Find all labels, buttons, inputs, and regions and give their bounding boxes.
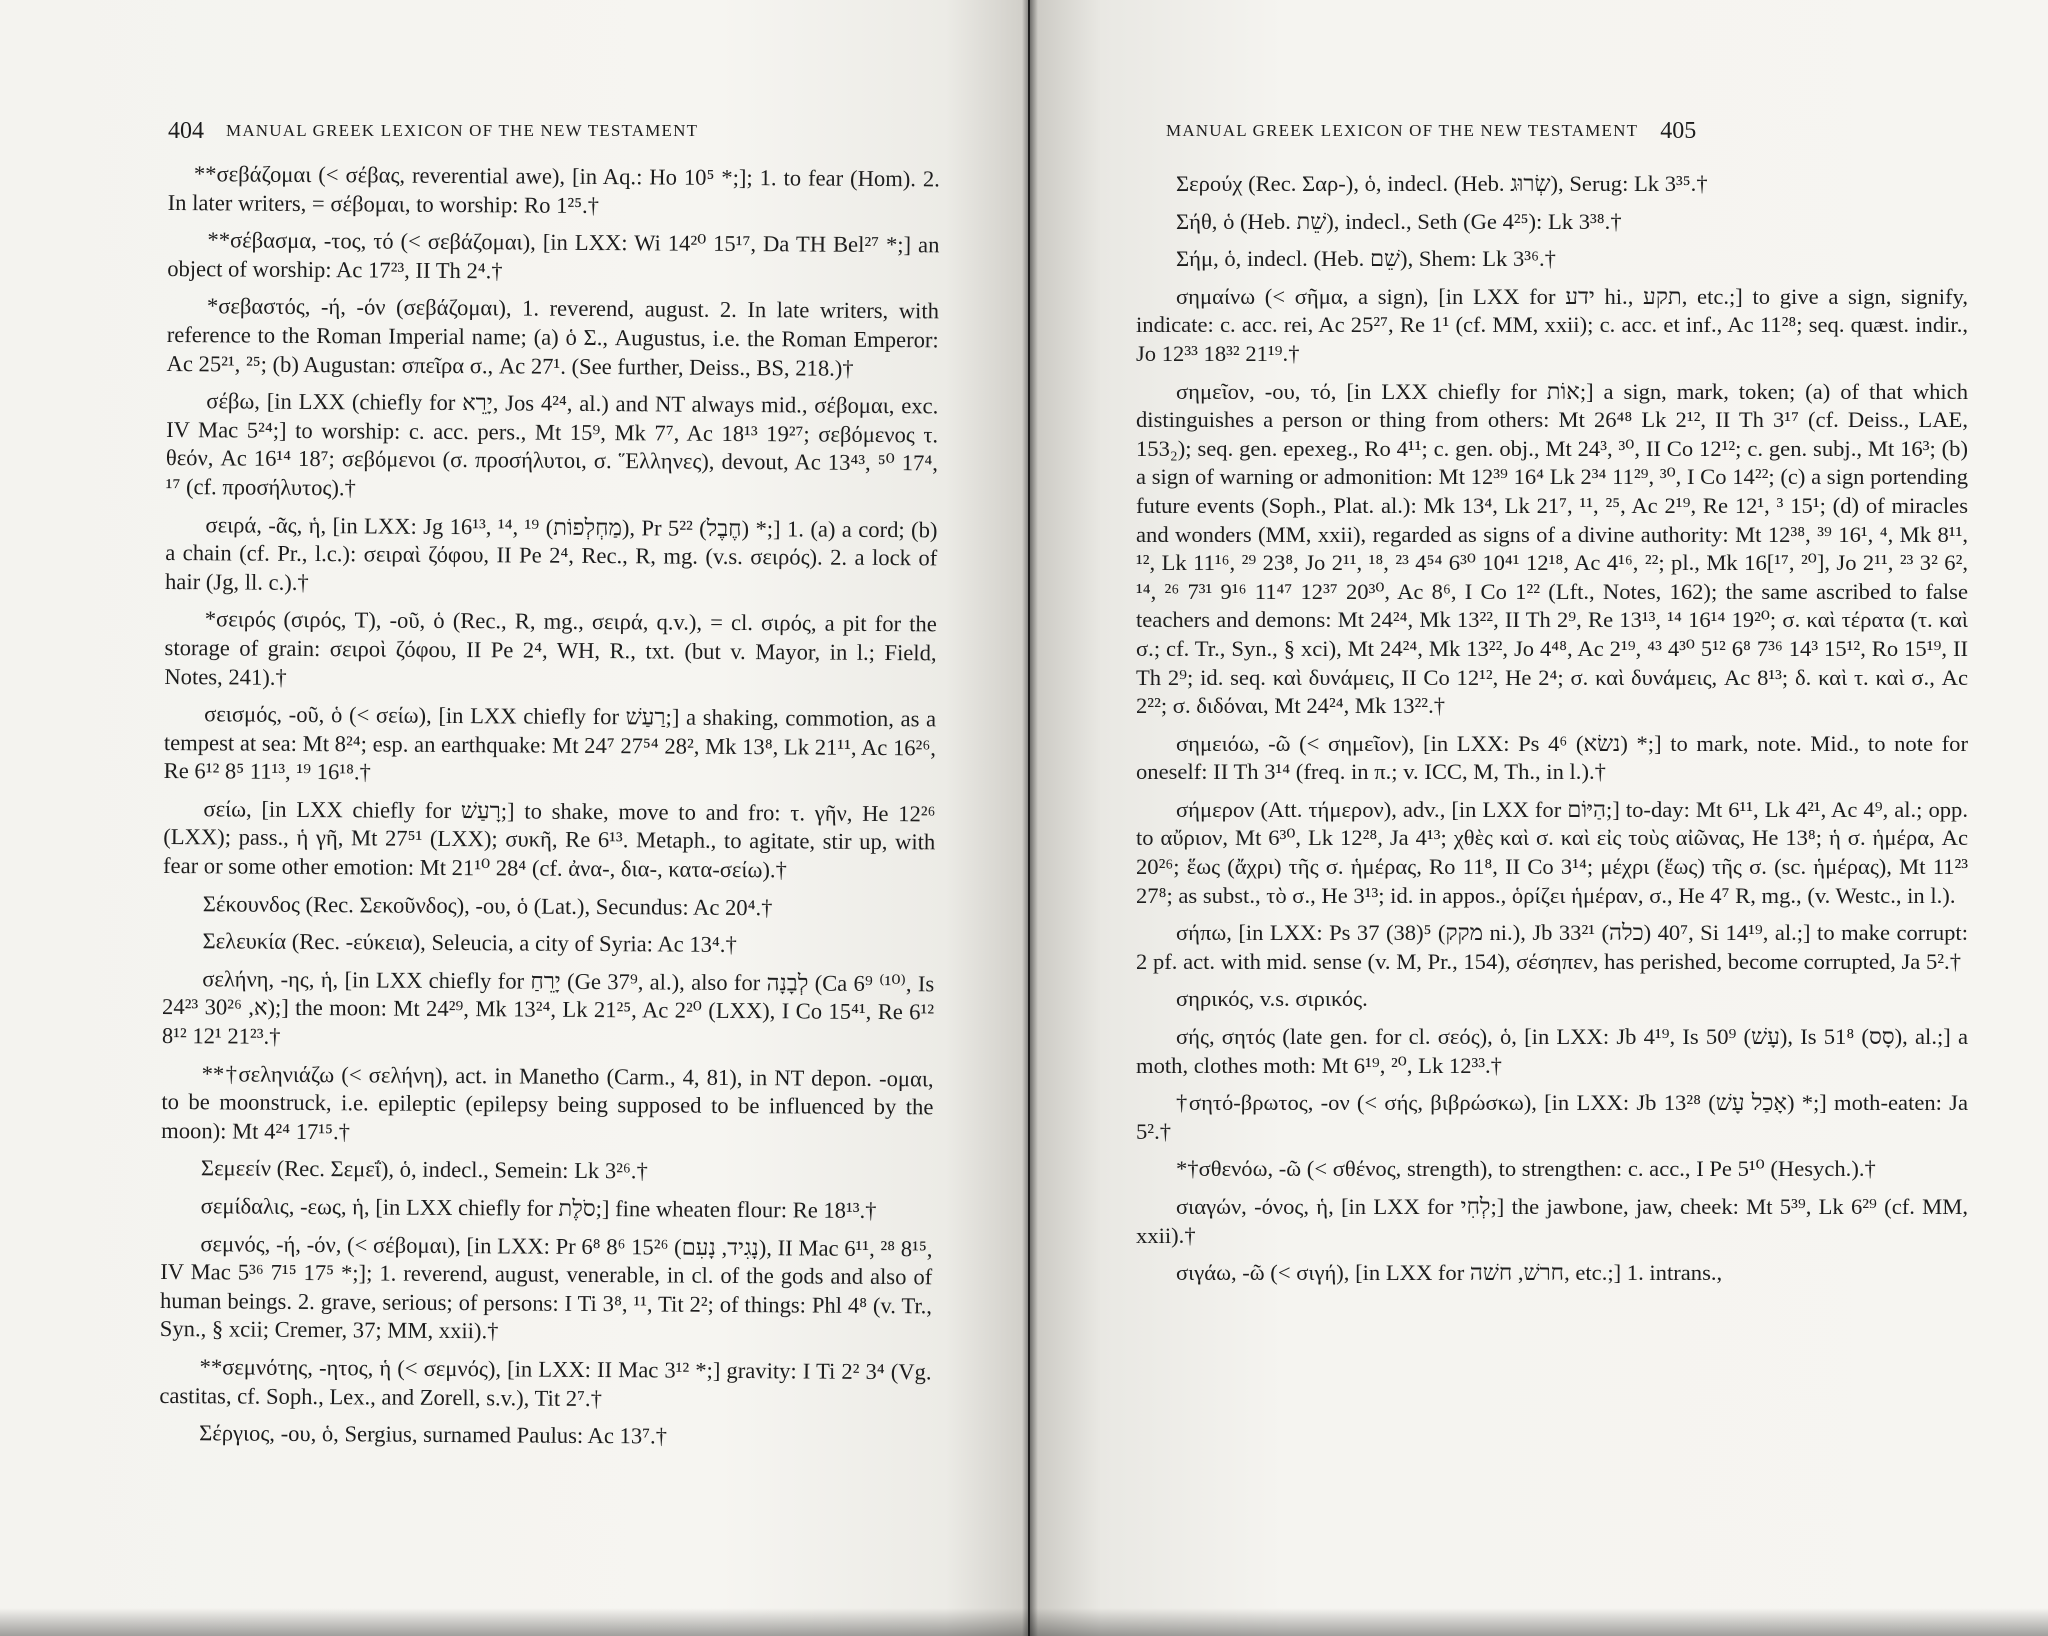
right-text-column	[1136, 170, 1968, 1288]
lexicon-entry: σιαγών, -όνος, ἡ, [in LXX for לְחִי;] the jawbone, jaw, cheek: Mt 5³⁹, Lk 6²⁹ (cf. MM, xxii).†	[1136, 1194, 1968, 1248]
lexicon-entry: σιγάω, -ῶ (< σιγή), [in LXX for חרשׁ, חשׁה, etc.;] 1. intrans.,	[1176, 1260, 1723, 1286]
lexicon-entry: σειρά, -ᾶς, ἡ, [in LXX: Jg 16¹³, ¹⁴, ¹⁹ (מַחְלְפוֹת), Pr 5²² (חֶבֶל) *;] 1. (a) a cord; (b) a chain (cf. Pr., l.c.): σειραὶ ζόφου, II Pe 2⁴, Rec., R, mg. (v.s. σειρός). 2. a lock of hair (Jg, ll. c.).†	[164, 511, 938, 595]
lexicon-entry: σεμίδαλις, -εως, ἡ, [in LXX chiefly for סֹלֶת;] fine wheaten flour: Re 18¹³.†	[200, 1193, 877, 1223]
lexicon-entry: σεισμός, -οῦ, ὁ (< σείω), [in LXX chiefly for רַעַשׁ;] a shaking, commotion, as a tempest at sea: Mt 8²⁴; esp. an earthquake: Mt 24⁷ 27⁵⁴ 28², Mk 13⁸, Lk 21¹¹, Ac 16²⁶, Re 6¹² 8⁵ 11¹³, ¹⁹ 16¹⁸.†	[163, 701, 937, 785]
lexicon-entry: Σέκουνδος (Rec. Σεκοῦνδος), -ου, ὁ (Lat.), Secundus: Ac 20⁴.†	[202, 890, 773, 920]
lexicon-entry: σεμνός, -ή, -όν, (< σέβομαι), [in LXX: Pr 6⁸ 8⁶ 15²⁶ (נָגִיד, נָעִם), II Mac 6¹¹, ²⁸ 8¹⁵, IV Mac 5³⁶ 7¹⁵ 17⁵ *;]; 1. reverend, august, venerable, in cl. of the gods and also of human beings. 2. grave, serious; of persons: I Ti 3⁸, ¹¹, Tit 2²; of things: Phl 4⁸ (v. Tr., Syn., § xcii; Cremer, 37; MM, xxii).†	[159, 1230, 933, 1344]
right-running-head-title: MANUAL GREEK LEXICON OF THE NEW TESTAMENT	[1166, 121, 1639, 140]
book-gutter	[1022, 0, 1038, 1636]
right-page-bottom-edge	[1030, 1608, 2048, 1636]
lexicon-entry: **σέβασμα, -τος, τό (< σεβάζομαι), [in LXX: Wi 14²⁰ 15¹⁷, Da TH Bel²⁷ *;] an object of worship: Ac 17²³, II Th 2⁴.†	[167, 227, 940, 284]
lexicon-entry: **†σεληνιάζω (< σελήνη), act. in Manetho (Carm., 4, 81), in NT depon. -ομαι, to be moonstruck, i.e. epileptic (epilepsy being supposed to be influenced by the moon): Mt 4²⁴ 17¹⁵.†	[161, 1060, 934, 1145]
lexicon-entry: σέβω, [in LXX (chiefly for יָרֵא, Jos 4²⁴, al.) and NT always mid., σέβομαι, exc. IV Mac 5²⁴;] to worship: c. acc. pers., Mt 15⁹, Mk 7⁷, Ac 18¹³ 19²⁷; σεβόμενος τ. θεόν, Ac 16¹⁴ 18⁷; σεβόμενοι (σ. προσήλυτοι, σ. Ἕλληνες), devout, Ac 13⁴³, ⁵⁰ 17⁴, ¹⁷ (cf. προσήλυτος).†	[165, 388, 939, 501]
left-page-bottom-edge	[0, 1608, 1028, 1636]
left-running-header	[168, 118, 698, 145]
lexicon-entry: *†σθενόω, -ῶ (< σθένος, strength), to strengthen: c. acc., I Pe 5¹⁰ (Hesych.).†	[1176, 1156, 1876, 1182]
lexicon-entry: σημαίνω (< σῆμα, a sign), [in LXX for ידע hi., תקע, etc.;] to give a sign, signify, indicate: c. acc. rei, Ac 25²⁷, Re 1¹ (cf. MM, xxii); c. acc. et inf., Ac 11²⁸; seq. quæst. indir., Jo 12³³ 18³² 21¹⁹.†	[1136, 283, 1968, 366]
lexicon-entry: σελήνη, -ης, ἡ, [in LXX chiefly for יָרֵחַ (Ge 37⁹, al.), also for לְבָנָה (Ca 6⁹ ⁽¹⁰⁾, Is 24²³ א, 30²⁶);] the moon: Mt 24²⁹, Mk 13²⁴, Lk 21²⁵, Ac 2²⁰ (LXX), I Co 15⁴¹, Re 6¹² 8¹² 12¹ 21²³.†	[161, 966, 935, 1049]
lexicon-entry: σήμερον (Att. τήμερον), adv., [in LXX for הַיּוֹם;] to-day: Mt 6¹¹, Lk 4²¹, Ac 4⁹, al.; opp. to αὔριον, Mt 6³⁰, Lk 12²⁸, Ja 4¹³; χθὲς καὶ σ. καὶ εἰς τοὺς αἰῶνας, He 13⁸; ἡ σ. ἡμέρα, Ac 20²⁶; ἕως (ἄχρι) τῆς σ. ἡμέρας, Ro 11⁸, II Co 3¹⁴; μέχρι (ἕως) τῆς σ. (sc. ἡμέρας), Mt 11²³ 27⁸; as subst., τὸ σ., He 3¹³; id. in appos., ὁρίζει ἡμέραν, σ., He 4⁷ R, mg., (v. Westc., in l.).	[1136, 796, 1969, 908]
right-page	[1030, 0, 2048, 1636]
lexicon-entry: Σεμεείν (Rec. Σεμεΐ), ὁ, indecl., Semein: Lk 3²⁶.†	[200, 1155, 648, 1184]
lexicon-entry: σημειόω, -ῶ (< σημεῖον), [in LXX: Ps 4⁶ (נשׂא) *;] to mark, note. Mid., to note for oneself: II Th 3¹⁴ (freq. in π.; v. ICC, M, Th., in l.).†	[1136, 730, 1968, 785]
lexicon-entry: **σεβάζομαι (< σέβας, reverential awe), [in Aq.: Ho 10⁵ *;]; 1. to fear (Hom). 2. In later writers, = σέβομαι, to worship: Ro 1²⁵.†	[167, 161, 940, 218]
lexicon-entry: σηρικός, v.s. σιρικός.	[1176, 986, 1368, 1012]
lexicon-entry: Σερούχ (Rec. Σαρ-), ὁ, indecl. (Heb. שְׂרוּג), Serug: Lk 3³⁵.†	[1176, 171, 1708, 196]
left-running-head-title: MANUAL GREEK LEXICON OF THE NEW TESTAMENT	[226, 121, 699, 140]
lexicon-entry: *σειρός (σιρός, T), -οῦ, ὁ (Rec., R, mg., σειρά, q.v.), = cl. σιρός, a pit for the storage of grain: σειροὶ ζόφου, II Pe 2⁴, WH, R., txt. (but v. Mayor, in l.; Field, Notes, 241).†	[164, 606, 937, 690]
lexicon-entry: Σήθ, ὁ (Heb. שֵׁת), indecl., Seth (Ge 4²⁵): Lk 3³⁸.†	[1176, 208, 1622, 234]
left-page-number: 404	[168, 118, 204, 144]
lexicon-entry: σημεῖον, -ου, τό, [in LXX chiefly for אוֹת;] a sign, mark, token; (a) of that which distinguishes a person or thing from others: Mt 26⁴⁸ Lk 2¹², II Th 3¹⁷ (cf. Deiss., LAE, 153₂); seq. gen. epexeg., Ro 4¹¹; c. gen. obj., Mt 24³, ³⁰, II Co 12¹²; c. gen. subj., Mt 16³; (b) a sign of warning or admonition: Mt 12³⁹ 16⁴ Lk 2³⁴ 11²⁹, ³⁰, I Co 14²²; (c) a sign portending future events (Soph., Plat. al.): Mk 13⁴, Lk 21⁷, ¹¹, ²⁵, Ac 2¹⁹, Re 12¹, ³ 15¹; (d) of miracles and wonders (MM, xxii), regarded as signs of a divine authority: Mt 12³⁸, ³⁹ 16¹, ⁴, Mk 8¹¹, ¹², Lk 11¹⁶, ²⁹ 23⁸, Jo 2¹¹, ¹⁸, ²³ 4⁵⁴ 6³⁰ 10⁴¹ 12¹⁸, Ac 4¹⁶, ²²; pl., Mk 16[¹⁷, ²⁰], Jo 2¹¹, ²³ 3² 6², ¹⁴, ²⁶ 7³¹ 9¹⁶ 11⁴⁷ 12³⁷ 20³⁰, Ac 8⁶, I Co 1²² (Lft., Notes, 162); the same ascribed to false teachers and demons: Mt 24²⁴, Mk 13²², II Th 2⁹, Re 13¹³, ¹⁴ 16¹⁴ 19²⁰; σ. καὶ τέρατα (τ. καὶ σ.; cf. Tr., Syn., § xci), Mt 24²⁴, Mk 13²², Jo 4⁴⁸, Ac 2¹⁹, ⁴³ 4³⁰ 5¹² 6⁸ 7³⁶ 14³ 15¹², Ro 15¹⁹, II Th 2⁹; id. seq. καὶ δυνάμεις, II Co 12¹², He 2⁴; σ. καὶ δυνάμεις, Ac 8¹³; δ. καὶ τ. καὶ σ., Ac 2²²; σ. διδόναι, Mt 24²⁴, Mk 13²².†	[1136, 378, 1968, 719]
lexicon-entry: σής, σητός (late gen. for cl. σεός), ὁ, [in LXX: Jb 4¹⁹, Is 50⁹ (עָשׁ), Is 51⁸ (סָס), al.;] a moth, clothes moth: Mt 6¹⁹, ²⁰, Lk 12³³.†	[1136, 1024, 1968, 1078]
right-running-header	[1166, 118, 1696, 145]
left-text-column	[159, 160, 940, 1453]
lexicon-entry: *σεβαστός, -ή, -όν (σεβάζομαι), 1. reverend, august. 2. In late writers, with reference to the Roman Imperial name; (a) ὁ Σ., Augustus, i.e. the Roman Emperor: Ac 25²¹, ²⁵; (b) Augustan: σπεῖρα σ., Ac 27¹. (See further, Deiss., BS, 218.)†	[166, 293, 940, 381]
lexicon-entry: Σέργιος, -ου, ὁ, Sergius, surnamed Paulus: Ac 13⁷.†	[199, 1420, 668, 1449]
right-page-number: 405	[1660, 118, 1697, 144]
lexicon-entry: σήπω, [in LXX: Ps 37 (38)⁵ (מקק ni.), Jb 33²¹ (כלה) 40⁷, Si 14¹⁹, al.;] to make corrupt: 2 pf. act. with mid. sense (v. M, Pr., 154), σέσηπεν, has perished, become corrupted, Ja 5².†	[1136, 920, 1968, 974]
lexicon-entry: Σήμ, ὁ, indecl. (Heb. שֵׁם), Shem: Lk 3³⁶.†	[1176, 246, 1556, 272]
lexicon-entry: σείω, [in LXX chiefly for רָעַשׁ;] to shake, move to and fro: τ. γῆν, He 12²⁶ (LXX); pass., ἡ γῆ, Mt 27⁵¹ (LXX); συκῆ, Re 6¹³. Metaph., to agitate, stir up, with fear or some other emotion: Mt 21¹⁰ 28⁴ (cf. ἀνα-, δια-, κατα-σείω).†	[162, 796, 936, 883]
lexicon-entry: Σελευκία (Rec. -εύκεια), Seleucia, a city of Syria: Ac 13⁴.†	[202, 928, 737, 958]
lexicon-entry: **σεμνότης, -ητος, ἡ (< σεμνός), [in LXX: II Mac 3¹² *;] gravity: I Ti 2² 3⁴ (Vg. castitas, cf. Soph., Lex., and Zorell, s.v.), Tit 2⁷.†	[159, 1354, 932, 1411]
lexicon-entry: †σητό-βρωτος, -ον (< σής, βιβρώσκω), [in LXX: Jb 13²⁸ (אָכַל עָשׁ) *;] moth-eaten: Ja 5².†	[1136, 1090, 1969, 1144]
